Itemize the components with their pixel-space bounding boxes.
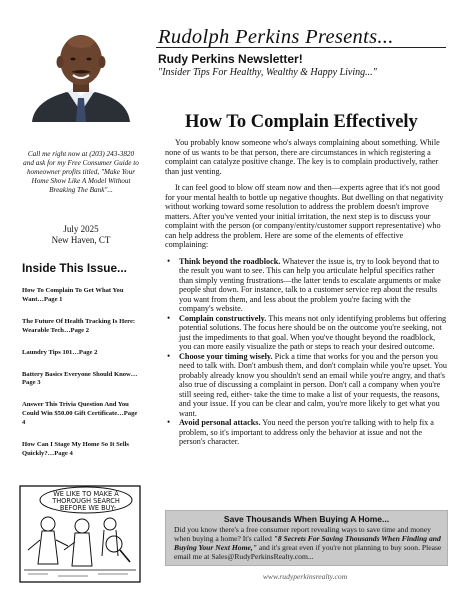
call-to-action-text: Call me right now at (203) 243-3820 and ask for my Free Consumer Guide to homeowner profits titled, "Make Your Home Show Like A Model Without Breaking The Bank"... xyxy=(23,150,139,194)
callout-text-before: Did you know there's a free consumer report revealing ways to save time and money when buying a home? It's called xyxy=(174,525,431,543)
tip-text: Whatever the issue is, try to look beyond that to the result you want to see. This can help you articulate helpful specifics rather than simply venting frustrations—the latter tends to escalate arguments or make people shut down. For instance, talk to a customer service rep about the results you want from them, and less about the problem you're facing with the company's website. xyxy=(179,256,441,313)
article-title: How To Complain Effectively xyxy=(185,112,418,132)
inside-issue-item: Laundry Tips 101…Page 2 xyxy=(22,348,98,356)
callout-text xyxy=(174,525,442,561)
cartoon-caption-line-3: BEFORE WE BUY- xyxy=(59,504,117,512)
header-divider xyxy=(156,47,446,48)
article-paragraph: It can feel good to blow off steam now and then—experts agree that it's not good for your mental health to bottle up negative thoughts. But dwelling on that negativity without working toward some resolution to address the problem doesn't improve matters. After you've vented your initial irritation, the next step is to discuss your complaint with the person (or company/entity/customer support representative) who can help address the problem. Here are some of the elements of effective complaining: xyxy=(165,183,444,249)
cartoon-caption-line-2: THOROUGH SEARCH xyxy=(52,497,120,505)
tip-lead: Avoid personal attacks. xyxy=(179,418,261,427)
cartoon-caption-line-1: WE LIKE TO MAKE A xyxy=(53,490,119,498)
inside-issue-title: Inside This Issue... xyxy=(22,261,127,275)
footer-website[interactable]: www.rudyperkinsrealty.com xyxy=(262,572,348,581)
tip-text: This means not only identifying problems but offering potential solutions. The focus here should be on the outcome you're seeking, not just the impediments to that goal. When you've thought beyond the roadblock, you can more easily visualize the path or steps to reach your desired outcome. xyxy=(179,313,447,351)
tip-item xyxy=(175,257,447,314)
callout-title: Save Thousands When Buying A Home... xyxy=(223,514,390,524)
edition-month: July 2025 xyxy=(63,224,99,234)
inside-issue-list xyxy=(22,287,140,472)
tip-lead: Complain constructively. xyxy=(179,313,267,323)
tips-list xyxy=(165,257,447,447)
inside-issue-item: How To Complain To Get What You Want…Page 1 xyxy=(22,287,124,303)
inside-issue-item: Battery Basics Everyone Should Know…Page 3 xyxy=(22,370,138,387)
inside-issue-item: Answer This Trivia Question And You Could Win $50.00 Gift Certificate…Page 4 xyxy=(22,401,138,427)
callout-report-title: "8 Secrets For Saving Thousands When Finding and Buying Your Next Home," xyxy=(174,534,441,552)
callout-text-after: and it's great even if you're not planning to buy soon. Please email me at Sales@RudyPerkinsRealty.com... xyxy=(174,543,442,561)
callout-box xyxy=(165,510,448,566)
edition-info xyxy=(22,224,140,246)
tip-lead: Think beyond the roadblock. xyxy=(179,256,281,266)
tip-item xyxy=(175,418,447,447)
presents-heading: Rudolph Perkins Presents... xyxy=(158,26,394,48)
tip-item xyxy=(175,314,447,352)
tip-lead: Choose your timing wisely. xyxy=(179,351,273,361)
inside-issue-item: The Future Of Health Tracking Is Here: Wearable Tech…Page 2 xyxy=(22,317,136,334)
tip-text: You need the person you're talking with to help fix a problem, so it's important to address only the behavior at issue and not the person's character. xyxy=(179,418,434,446)
newsletter-name: Rudy Perkins Newsletter! xyxy=(158,52,303,66)
edition-location: New Haven, CT xyxy=(51,235,111,245)
tip-text: Pick a time that works for you and the person you need to talk with. Don't ambush them, and don't complain while you're upset. You probably already know you shouldn't send an email while you're angry, and that's also true of discussing a complaint in person. Don't call a company when you're still seeing red, either- take the time to make a list of your requests, the reasons, and your issue. If you can be clear and calm, you're more likely to get what you want. xyxy=(179,351,447,418)
article-body xyxy=(165,138,447,447)
article-paragraph: You probably know someone who's always complaining about something. While none of us wants to be that person, there are circumstances in which registering a complaint can catalyze positive change. The key is to complain productively, rather than just venting. xyxy=(165,138,440,176)
inside-issue-item: How Can I Stage My Home So It Sells Quickly?…Page 4 xyxy=(22,441,129,457)
newsletter-tagline: "Insider Tips For Healthy, Wealthy & Happy Living..." xyxy=(158,67,377,78)
author-photo xyxy=(22,22,140,122)
cartoon-illustration xyxy=(18,484,142,584)
tip-item xyxy=(175,352,447,419)
